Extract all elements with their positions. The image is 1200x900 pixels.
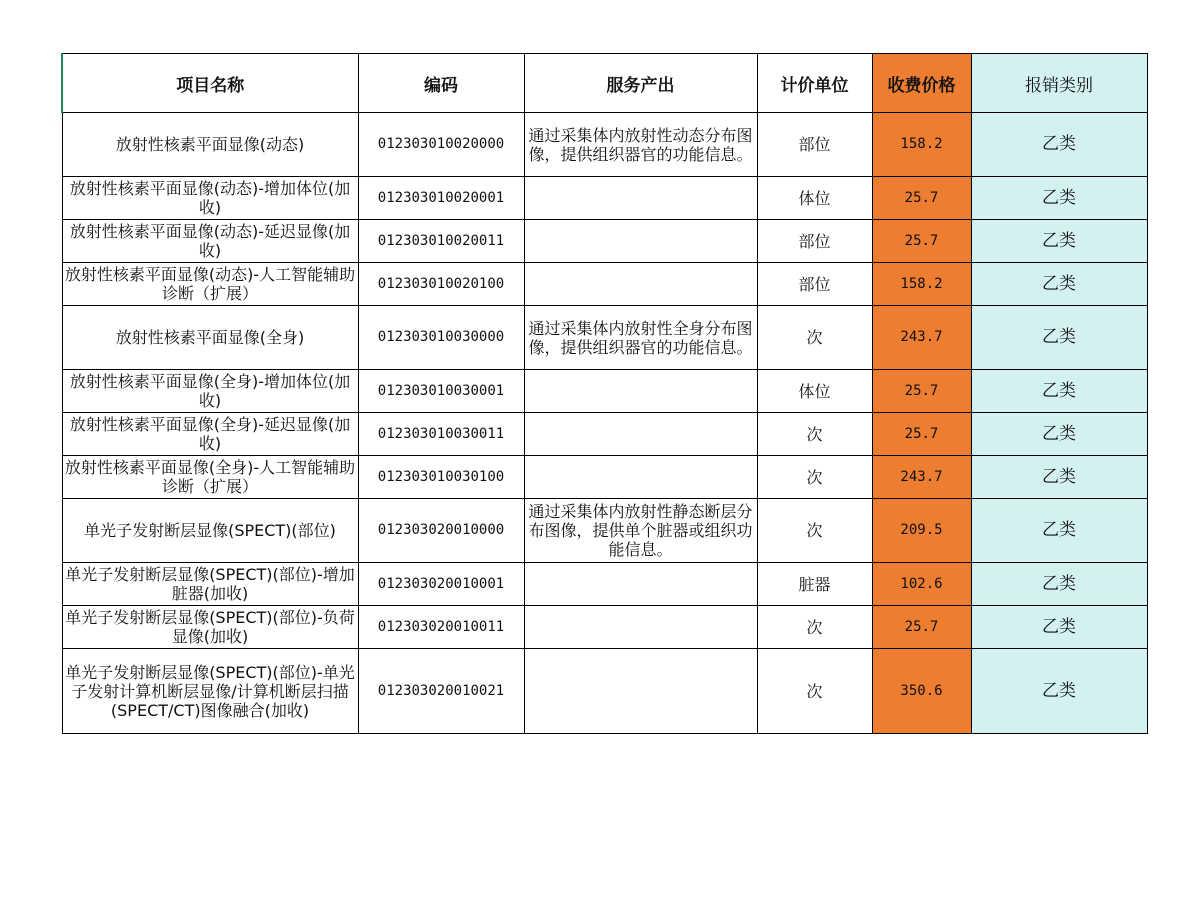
cell-price: 25.7: [872, 220, 971, 263]
cell-category: 乙类: [971, 456, 1147, 499]
cell-price: 350.6: [872, 649, 971, 734]
cell-name: 放射性核素平面显像(动态)-增加体位(加收): [62, 177, 358, 220]
cell-category: 乙类: [971, 649, 1147, 734]
cell-unit: 体位: [757, 177, 872, 220]
table-row: [62, 413, 1147, 456]
cell-output: [524, 263, 757, 306]
cell-category: 乙类: [971, 606, 1147, 649]
cell-output: [524, 220, 757, 263]
table-row: [62, 606, 1147, 649]
cell-code: 012303010020011: [358, 220, 524, 263]
header-price: 收费价格: [872, 54, 971, 113]
cell-output: 通过采集体内放射性动态分布图像，提供组织器官的功能信息。: [524, 113, 757, 177]
header-unit: 计价单位: [757, 54, 872, 113]
cell-code: 012303010030011: [358, 413, 524, 456]
table-row: [62, 263, 1147, 306]
cell-category: 乙类: [971, 177, 1147, 220]
cell-output: [524, 606, 757, 649]
cell-category: 乙类: [971, 113, 1147, 177]
cell-output: [524, 456, 757, 499]
cell-output: 通过采集体内放射性全身分布图像，提供组织器官的功能信息。: [524, 306, 757, 370]
cell-code: 012303020010000: [358, 499, 524, 563]
table-row: [62, 649, 1147, 734]
cell-name: 放射性核素平面显像(全身): [62, 306, 358, 370]
cell-output: [524, 649, 757, 734]
cell-unit: 次: [757, 649, 872, 734]
cell-output: [524, 370, 757, 413]
cell-price: 158.2: [872, 113, 971, 177]
header-output: 服务产出: [524, 54, 757, 113]
cell-code: 012303010020000: [358, 113, 524, 177]
cell-output: [524, 563, 757, 606]
cell-price: 209.5: [872, 499, 971, 563]
cell-category: 乙类: [971, 220, 1147, 263]
cell-code: 012303010030001: [358, 370, 524, 413]
cell-code: 012303010020100: [358, 263, 524, 306]
cell-category: 乙类: [971, 413, 1147, 456]
cell-name: 放射性核素平面显像(动态): [62, 113, 358, 177]
cell-code: 012303020010011: [358, 606, 524, 649]
table-row: [62, 563, 1147, 606]
cell-unit: 次: [757, 456, 872, 499]
cell-name: 单光子发射断层显像(SPECT)(部位): [62, 499, 358, 563]
cell-price: 25.7: [872, 413, 971, 456]
cell-name: 单光子发射断层显像(SPECT)(部位)-单光子发射计算机断层显像/计算机断层扫描(SPECT/CT)图像融合(加收): [62, 649, 358, 734]
cell-name: 放射性核素平面显像(动态)-人工智能辅助诊断（扩展）: [62, 263, 358, 306]
cell-unit: 体位: [757, 370, 872, 413]
cell-unit: 部位: [757, 220, 872, 263]
cell-price: 25.7: [872, 370, 971, 413]
cell-category: 乙类: [971, 306, 1147, 370]
table-row: [62, 306, 1147, 370]
cell-name: 单光子发射断层显像(SPECT)(部位)-负荷显像(加收): [62, 606, 358, 649]
header-code: 编码: [358, 54, 524, 113]
cell-unit: 部位: [757, 113, 872, 177]
table-row: [62, 499, 1147, 563]
cell-price: 243.7: [872, 306, 971, 370]
cell-unit: 部位: [757, 263, 872, 306]
cell-category: 乙类: [971, 370, 1147, 413]
cell-name: 放射性核素平面显像(全身)-延迟显像(加收): [62, 413, 358, 456]
header-row: [62, 54, 1147, 113]
cell-category: 乙类: [971, 563, 1147, 606]
cell-price: 158.2: [872, 263, 971, 306]
cell-unit: 次: [757, 606, 872, 649]
cell-output: [524, 177, 757, 220]
header-category: 报销类别: [971, 54, 1147, 113]
cell-category: 乙类: [971, 263, 1147, 306]
header-name: 项目名称: [62, 54, 358, 113]
cell-code: 012303010020001: [358, 177, 524, 220]
cell-price: 243.7: [872, 456, 971, 499]
table-row: [62, 113, 1147, 177]
cell-code: 012303020010021: [358, 649, 524, 734]
cell-unit: 次: [757, 413, 872, 456]
cell-name: 单光子发射断层显像(SPECT)(部位)-增加脏器(加收): [62, 563, 358, 606]
cell-name: 放射性核素平面显像(全身)-增加体位(加收): [62, 370, 358, 413]
cell-unit: 脏器: [757, 563, 872, 606]
cell-name: 放射性核素平面显像(动态)-延迟显像(加收): [62, 220, 358, 263]
cell-unit: 次: [757, 306, 872, 370]
cell-code: 012303010030000: [358, 306, 524, 370]
table-row: [62, 370, 1147, 413]
fee-table: [61, 53, 1148, 734]
cell-category: 乙类: [971, 499, 1147, 563]
cell-output: [524, 413, 757, 456]
cell-unit: 次: [757, 499, 872, 563]
table-row: [62, 456, 1147, 499]
cell-name: 放射性核素平面显像(全身)-人工智能辅助诊断（扩展）: [62, 456, 358, 499]
table-row: [62, 177, 1147, 220]
cell-price: 102.6: [872, 563, 971, 606]
cell-code: 012303010030100: [358, 456, 524, 499]
table-row: [62, 220, 1147, 263]
cell-code: 012303020010001: [358, 563, 524, 606]
cell-price: 25.7: [872, 177, 971, 220]
cell-output: 通过采集体内放射性静态断层分布图像，提供单个脏器或组织功能信息。: [524, 499, 757, 563]
cell-price: 25.7: [872, 606, 971, 649]
